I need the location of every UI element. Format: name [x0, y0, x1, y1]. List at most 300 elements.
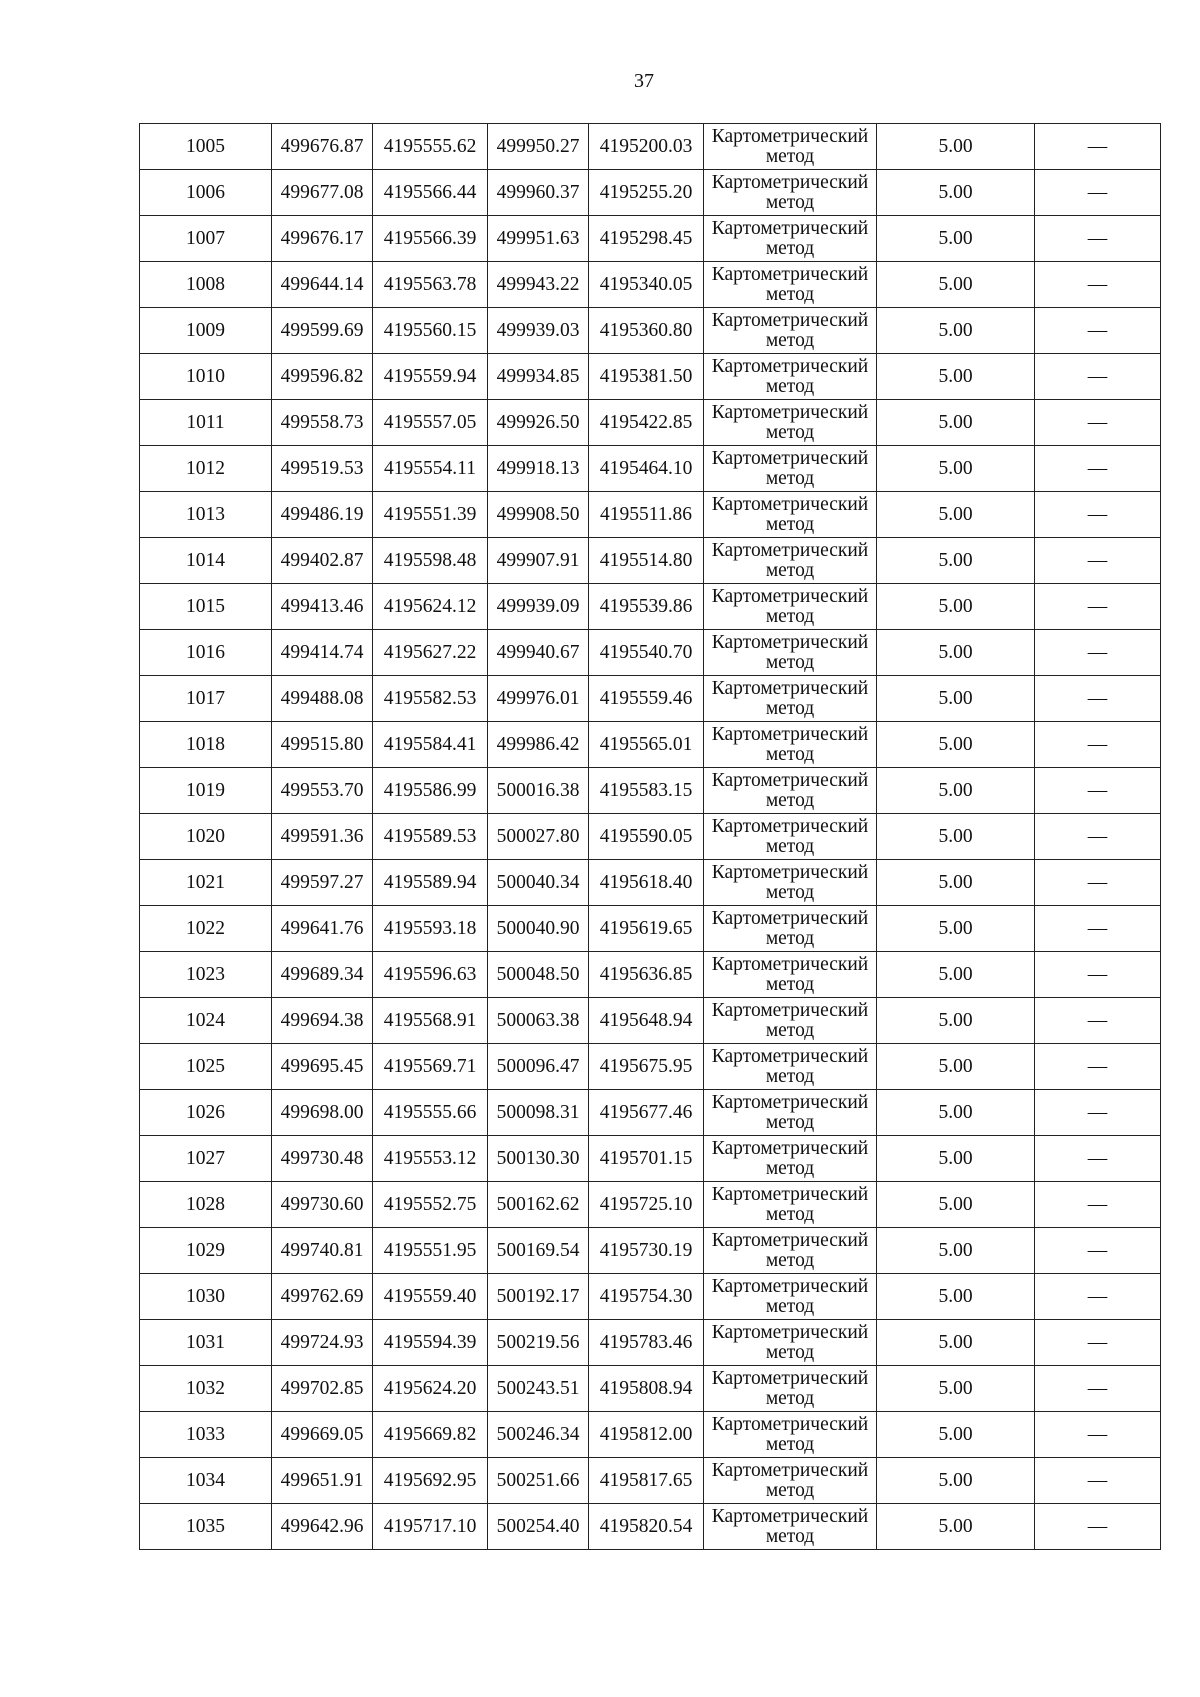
method-cell: [704, 216, 877, 262]
y-coordinate-new-cell: 4195200.03: [589, 124, 704, 170]
y-coordinate-new-cell: 4195514.80: [589, 538, 704, 584]
method-line-2: метод: [765, 697, 815, 719]
accuracy-cell: 5.00: [877, 216, 1035, 262]
y-coordinate-new-cell: 4195540.70: [589, 630, 704, 676]
x-coordinate-new-cell: 500016.38: [488, 768, 589, 814]
note-cell: —: [1035, 400, 1161, 446]
method-line-2: метод: [765, 651, 815, 673]
accuracy-cell: 5.00: [877, 538, 1035, 584]
y-coordinate-new-cell: 4195783.46: [589, 1320, 704, 1366]
table-row: [140, 906, 1161, 952]
table-row: [140, 1504, 1161, 1550]
method-line-2: метод: [765, 559, 815, 581]
method-line-1: Картометрический: [711, 1046, 869, 1067]
point-number-cell: 1014: [140, 538, 272, 584]
note-cell: —: [1035, 446, 1161, 492]
accuracy-cell: 5.00: [877, 1274, 1035, 1320]
x-coordinate-new-cell: 500162.62: [488, 1182, 589, 1228]
y-coordinate-existing-cell: 4195566.39: [373, 216, 488, 262]
method-line-2: метод: [765, 467, 815, 489]
y-coordinate-new-cell: 4195619.65: [589, 906, 704, 952]
method-line-1: Картометрический: [711, 1414, 869, 1435]
y-coordinate-existing-cell: 4195554.11: [373, 446, 488, 492]
x-coordinate-new-cell: 499960.37: [488, 170, 589, 216]
y-coordinate-existing-cell: 4195555.66: [373, 1090, 488, 1136]
point-number-cell: 1030: [140, 1274, 272, 1320]
x-coordinate-new-cell: 499950.27: [488, 124, 589, 170]
note-cell: —: [1035, 1044, 1161, 1090]
x-coordinate-existing-cell: 499698.00: [272, 1090, 373, 1136]
accuracy-cell: 5.00: [877, 400, 1035, 446]
method-line-2: метод: [765, 329, 815, 351]
table-row: [140, 1274, 1161, 1320]
method-line-1: Картометрический: [711, 1138, 869, 1159]
point-number-cell: 1022: [140, 906, 272, 952]
table-row: [140, 1412, 1161, 1458]
method-line-1: Картометрический: [711, 678, 869, 699]
y-coordinate-new-cell: 4195618.40: [589, 860, 704, 906]
method-line-2: метод: [765, 513, 815, 535]
accuracy-cell: 5.00: [877, 308, 1035, 354]
point-number-cell: 1013: [140, 492, 272, 538]
x-coordinate-new-cell: 500251.66: [488, 1458, 589, 1504]
accuracy-cell: 5.00: [877, 860, 1035, 906]
table-row: [140, 1136, 1161, 1182]
x-coordinate-new-cell: 500192.17: [488, 1274, 589, 1320]
accuracy-cell: 5.00: [877, 814, 1035, 860]
y-coordinate-new-cell: 4195725.10: [589, 1182, 704, 1228]
method-line-1: Картометрический: [711, 310, 869, 331]
point-number-cell: 1028: [140, 1182, 272, 1228]
accuracy-cell: 5.00: [877, 492, 1035, 538]
note-cell: —: [1035, 216, 1161, 262]
table-row: [140, 814, 1161, 860]
table-row: [140, 216, 1161, 262]
y-coordinate-new-cell: 4195422.85: [589, 400, 704, 446]
table-row: [140, 1090, 1161, 1136]
table-row: [140, 584, 1161, 630]
x-coordinate-new-cell: 500098.31: [488, 1090, 589, 1136]
x-coordinate-existing-cell: 499597.27: [272, 860, 373, 906]
method-line-1: Картометрический: [711, 1000, 869, 1021]
note-cell: —: [1035, 676, 1161, 722]
method-line-2: метод: [765, 375, 815, 397]
y-coordinate-new-cell: 4195812.00: [589, 1412, 704, 1458]
x-coordinate-existing-cell: 499414.74: [272, 630, 373, 676]
method-line-1: Картометрический: [711, 402, 869, 423]
method-line-1: Картометрический: [711, 356, 869, 377]
y-coordinate-existing-cell: 4195568.91: [373, 998, 488, 1044]
accuracy-cell: 5.00: [877, 170, 1035, 216]
y-coordinate-existing-cell: 4195551.95: [373, 1228, 488, 1274]
method-line-1: Картометрический: [711, 908, 869, 929]
y-coordinate-existing-cell: 4195559.40: [373, 1274, 488, 1320]
method-cell: [704, 722, 877, 768]
x-coordinate-new-cell: 499907.91: [488, 538, 589, 584]
note-cell: —: [1035, 262, 1161, 308]
x-coordinate-existing-cell: 499644.14: [272, 262, 373, 308]
point-number-cell: 1007: [140, 216, 272, 262]
method-line-2: метод: [765, 1203, 815, 1225]
method-line-2: метод: [765, 237, 815, 259]
y-coordinate-new-cell: 4195820.54: [589, 1504, 704, 1550]
y-coordinate-new-cell: 4195808.94: [589, 1366, 704, 1412]
table-body: [140, 124, 1161, 1550]
x-coordinate-new-cell: 499943.22: [488, 262, 589, 308]
method-cell: [704, 1412, 877, 1458]
point-number-cell: 1011: [140, 400, 272, 446]
method-line-2: метод: [765, 1295, 815, 1317]
method-cell: [704, 676, 877, 722]
note-cell: —: [1035, 124, 1161, 170]
y-coordinate-existing-cell: 4195589.94: [373, 860, 488, 906]
method-cell: [704, 538, 877, 584]
method-cell: [704, 124, 877, 170]
method-line-1: Картометрический: [711, 1230, 869, 1251]
table-row: [140, 860, 1161, 906]
point-number-cell: 1034: [140, 1458, 272, 1504]
y-coordinate-new-cell: 4195590.05: [589, 814, 704, 860]
method-cell: [704, 860, 877, 906]
note-cell: —: [1035, 1228, 1161, 1274]
y-coordinate-existing-cell: 4195551.39: [373, 492, 488, 538]
y-coordinate-existing-cell: 4195624.12: [373, 584, 488, 630]
accuracy-cell: 5.00: [877, 768, 1035, 814]
x-coordinate-new-cell: 499918.13: [488, 446, 589, 492]
y-coordinate-new-cell: 4195583.15: [589, 768, 704, 814]
note-cell: —: [1035, 768, 1161, 814]
table-row: [140, 722, 1161, 768]
method-line-1: Картометрический: [711, 816, 869, 837]
note-cell: —: [1035, 1504, 1161, 1550]
y-coordinate-new-cell: 4195298.45: [589, 216, 704, 262]
table-row: [140, 1320, 1161, 1366]
x-coordinate-new-cell: 500243.51: [488, 1366, 589, 1412]
y-coordinate-existing-cell: 4195559.94: [373, 354, 488, 400]
x-coordinate-existing-cell: 499730.60: [272, 1182, 373, 1228]
x-coordinate-existing-cell: 499677.08: [272, 170, 373, 216]
x-coordinate-new-cell: 499926.50: [488, 400, 589, 446]
method-line-2: метод: [765, 1249, 815, 1271]
method-line-1: Картометрический: [711, 172, 869, 193]
x-coordinate-new-cell: 500063.38: [488, 998, 589, 1044]
x-coordinate-existing-cell: 499694.38: [272, 998, 373, 1044]
point-number-cell: 1017: [140, 676, 272, 722]
table-row: [140, 998, 1161, 1044]
x-coordinate-existing-cell: 499642.96: [272, 1504, 373, 1550]
accuracy-cell: 5.00: [877, 1412, 1035, 1458]
method-line-1: Картометрический: [711, 264, 869, 285]
y-coordinate-existing-cell: 4195560.15: [373, 308, 488, 354]
x-coordinate-existing-cell: 499596.82: [272, 354, 373, 400]
table-row: [140, 400, 1161, 446]
accuracy-cell: 5.00: [877, 952, 1035, 998]
accuracy-cell: 5.00: [877, 1136, 1035, 1182]
table-row: [140, 492, 1161, 538]
table-row: [140, 1182, 1161, 1228]
table-row: [140, 1366, 1161, 1412]
accuracy-cell: 5.00: [877, 1366, 1035, 1412]
y-coordinate-existing-cell: 4195557.05: [373, 400, 488, 446]
x-coordinate-new-cell: 500040.34: [488, 860, 589, 906]
x-coordinate-existing-cell: 499689.34: [272, 952, 373, 998]
coordinates-table: [139, 123, 1161, 1550]
point-number-cell: 1012: [140, 446, 272, 492]
method-line-1: Картометрический: [711, 1506, 869, 1527]
note-cell: —: [1035, 906, 1161, 952]
method-line-2: метод: [765, 191, 815, 213]
table-row: [140, 262, 1161, 308]
note-cell: —: [1035, 814, 1161, 860]
note-cell: —: [1035, 1458, 1161, 1504]
note-cell: —: [1035, 1136, 1161, 1182]
method-cell: [704, 1136, 877, 1182]
y-coordinate-existing-cell: 4195589.53: [373, 814, 488, 860]
accuracy-cell: 5.00: [877, 1090, 1035, 1136]
method-cell: [704, 400, 877, 446]
method-cell: [704, 1182, 877, 1228]
y-coordinate-new-cell: 4195648.94: [589, 998, 704, 1044]
x-coordinate-existing-cell: 499558.73: [272, 400, 373, 446]
table-row: [140, 768, 1161, 814]
y-coordinate-existing-cell: 4195596.63: [373, 952, 488, 998]
y-coordinate-new-cell: 4195675.95: [589, 1044, 704, 1090]
x-coordinate-new-cell: 499939.09: [488, 584, 589, 630]
point-number-cell: 1035: [140, 1504, 272, 1550]
note-cell: —: [1035, 722, 1161, 768]
method-line-2: метод: [765, 421, 815, 443]
point-number-cell: 1005: [140, 124, 272, 170]
method-line-1: Картометрический: [711, 1276, 869, 1297]
accuracy-cell: 5.00: [877, 1458, 1035, 1504]
y-coordinate-new-cell: 4195381.50: [589, 354, 704, 400]
accuracy-cell: 5.00: [877, 906, 1035, 952]
method-line-2: метод: [765, 789, 815, 811]
x-coordinate-existing-cell: 499486.19: [272, 492, 373, 538]
table-row: [140, 676, 1161, 722]
method-line-1: Картометрический: [711, 494, 869, 515]
note-cell: —: [1035, 584, 1161, 630]
y-coordinate-existing-cell: 4195598.48: [373, 538, 488, 584]
table-row: [140, 630, 1161, 676]
point-number-cell: 1031: [140, 1320, 272, 1366]
y-coordinate-existing-cell: 4195584.41: [373, 722, 488, 768]
method-line-2: метод: [765, 1433, 815, 1455]
method-cell: [704, 446, 877, 492]
note-cell: —: [1035, 1366, 1161, 1412]
method-line-1: Картометрический: [711, 540, 869, 561]
method-cell: [704, 952, 877, 998]
method-cell: [704, 1274, 877, 1320]
x-coordinate-existing-cell: 499676.87: [272, 124, 373, 170]
x-coordinate-existing-cell: 499599.69: [272, 308, 373, 354]
x-coordinate-new-cell: 500130.30: [488, 1136, 589, 1182]
y-coordinate-existing-cell: 4195593.18: [373, 906, 488, 952]
note-cell: —: [1035, 1182, 1161, 1228]
x-coordinate-existing-cell: 499591.36: [272, 814, 373, 860]
x-coordinate-new-cell: 499908.50: [488, 492, 589, 538]
point-number-cell: 1032: [140, 1366, 272, 1412]
method-line-2: метод: [765, 743, 815, 765]
y-coordinate-new-cell: 4195559.46: [589, 676, 704, 722]
y-coordinate-existing-cell: 4195627.22: [373, 630, 488, 676]
method-line-1: Картометрический: [711, 586, 869, 607]
method-line-2: метод: [765, 1525, 815, 1547]
x-coordinate-new-cell: 499951.63: [488, 216, 589, 262]
method-line-2: метод: [765, 1157, 815, 1179]
table-row: [140, 1044, 1161, 1090]
x-coordinate-new-cell: 499940.67: [488, 630, 589, 676]
note-cell: —: [1035, 860, 1161, 906]
accuracy-cell: 5.00: [877, 1182, 1035, 1228]
point-number-cell: 1029: [140, 1228, 272, 1274]
method-line-2: метод: [765, 605, 815, 627]
x-coordinate-existing-cell: 499762.69: [272, 1274, 373, 1320]
method-line-1: Картометрический: [711, 1368, 869, 1389]
point-number-cell: 1010: [140, 354, 272, 400]
point-number-cell: 1027: [140, 1136, 272, 1182]
y-coordinate-new-cell: 4195464.10: [589, 446, 704, 492]
method-line-2: метод: [765, 1019, 815, 1041]
accuracy-cell: 5.00: [877, 584, 1035, 630]
x-coordinate-existing-cell: 499669.05: [272, 1412, 373, 1458]
x-coordinate-existing-cell: 499724.93: [272, 1320, 373, 1366]
method-cell: [704, 768, 877, 814]
method-line-1: Картометрический: [711, 1322, 869, 1343]
y-coordinate-existing-cell: 4195594.39: [373, 1320, 488, 1366]
x-coordinate-existing-cell: 499402.87: [272, 538, 373, 584]
table-row: [140, 446, 1161, 492]
table-row: [140, 952, 1161, 998]
table-row: [140, 354, 1161, 400]
y-coordinate-new-cell: 4195701.15: [589, 1136, 704, 1182]
method-line-2: метод: [765, 1341, 815, 1363]
x-coordinate-existing-cell: 499676.17: [272, 216, 373, 262]
accuracy-cell: 5.00: [877, 354, 1035, 400]
accuracy-cell: 5.00: [877, 1320, 1035, 1366]
point-number-cell: 1023: [140, 952, 272, 998]
y-coordinate-new-cell: 4195565.01: [589, 722, 704, 768]
method-line-2: метод: [765, 835, 815, 857]
method-cell: [704, 1228, 877, 1274]
point-number-cell: 1033: [140, 1412, 272, 1458]
method-line-2: метод: [765, 973, 815, 995]
accuracy-cell: 5.00: [877, 630, 1035, 676]
method-line-1: Картометрический: [711, 862, 869, 883]
method-line-2: метод: [765, 145, 815, 167]
note-cell: —: [1035, 998, 1161, 1044]
note-cell: —: [1035, 1090, 1161, 1136]
method-line-2: метод: [765, 927, 815, 949]
method-cell: [704, 998, 877, 1044]
x-coordinate-existing-cell: 499553.70: [272, 768, 373, 814]
point-number-cell: 1025: [140, 1044, 272, 1090]
accuracy-cell: 5.00: [877, 676, 1035, 722]
x-coordinate-new-cell: 500040.90: [488, 906, 589, 952]
point-number-cell: 1018: [140, 722, 272, 768]
method-cell: [704, 170, 877, 216]
note-cell: —: [1035, 952, 1161, 998]
note-cell: —: [1035, 354, 1161, 400]
method-cell: [704, 262, 877, 308]
page-number: 37: [634, 70, 654, 92]
y-coordinate-existing-cell: 4195553.12: [373, 1136, 488, 1182]
method-line-2: метод: [765, 1111, 815, 1133]
x-coordinate-existing-cell: 499695.45: [272, 1044, 373, 1090]
y-coordinate-new-cell: 4195360.80: [589, 308, 704, 354]
x-coordinate-new-cell: 500219.56: [488, 1320, 589, 1366]
point-number-cell: 1006: [140, 170, 272, 216]
method-cell: [704, 308, 877, 354]
x-coordinate-existing-cell: 499519.53: [272, 446, 373, 492]
x-coordinate-new-cell: 500048.50: [488, 952, 589, 998]
method-cell: [704, 906, 877, 952]
x-coordinate-new-cell: 499934.85: [488, 354, 589, 400]
method-line-1: Картометрический: [711, 770, 869, 791]
table-row: [140, 124, 1161, 170]
table-row: [140, 170, 1161, 216]
y-coordinate-new-cell: 4195754.30: [589, 1274, 704, 1320]
method-cell: [704, 1458, 877, 1504]
y-coordinate-existing-cell: 4195555.62: [373, 124, 488, 170]
y-coordinate-existing-cell: 4195582.53: [373, 676, 488, 722]
accuracy-cell: 5.00: [877, 998, 1035, 1044]
y-coordinate-existing-cell: 4195692.95: [373, 1458, 488, 1504]
accuracy-cell: 5.00: [877, 722, 1035, 768]
y-coordinate-new-cell: 4195255.20: [589, 170, 704, 216]
y-coordinate-new-cell: 4195636.85: [589, 952, 704, 998]
note-cell: —: [1035, 538, 1161, 584]
method-line-1: Картометрический: [711, 632, 869, 653]
method-cell: [704, 814, 877, 860]
point-number-cell: 1016: [140, 630, 272, 676]
x-coordinate-existing-cell: 499413.46: [272, 584, 373, 630]
method-cell: [704, 1366, 877, 1412]
y-coordinate-existing-cell: 4195586.99: [373, 768, 488, 814]
method-line-1: Картометрический: [711, 1460, 869, 1481]
x-coordinate-existing-cell: 499641.76: [272, 906, 373, 952]
table-row: [140, 1228, 1161, 1274]
method-line-1: Картометрический: [711, 448, 869, 469]
y-coordinate-new-cell: 4195817.65: [589, 1458, 704, 1504]
y-coordinate-new-cell: 4195677.46: [589, 1090, 704, 1136]
note-cell: —: [1035, 1274, 1161, 1320]
accuracy-cell: 5.00: [877, 446, 1035, 492]
note-cell: —: [1035, 630, 1161, 676]
y-coordinate-existing-cell: 4195552.75: [373, 1182, 488, 1228]
x-coordinate-new-cell: 499939.03: [488, 308, 589, 354]
point-number-cell: 1026: [140, 1090, 272, 1136]
method-cell: [704, 584, 877, 630]
method-line-1: Картометрический: [711, 218, 869, 239]
method-line-2: метод: [765, 1065, 815, 1087]
y-coordinate-existing-cell: 4195569.71: [373, 1044, 488, 1090]
x-coordinate-new-cell: 499976.01: [488, 676, 589, 722]
accuracy-cell: 5.00: [877, 262, 1035, 308]
point-number-cell: 1009: [140, 308, 272, 354]
method-cell: [704, 492, 877, 538]
note-cell: —: [1035, 1412, 1161, 1458]
note-cell: —: [1035, 170, 1161, 216]
y-coordinate-existing-cell: 4195717.10: [373, 1504, 488, 1550]
y-coordinate-existing-cell: 4195566.44: [373, 170, 488, 216]
x-coordinate-existing-cell: 499702.85: [272, 1366, 373, 1412]
method-line-2: метод: [765, 881, 815, 903]
table-row: [140, 308, 1161, 354]
y-coordinate-new-cell: 4195511.86: [589, 492, 704, 538]
x-coordinate-existing-cell: 499651.91: [272, 1458, 373, 1504]
method-cell: [704, 1090, 877, 1136]
